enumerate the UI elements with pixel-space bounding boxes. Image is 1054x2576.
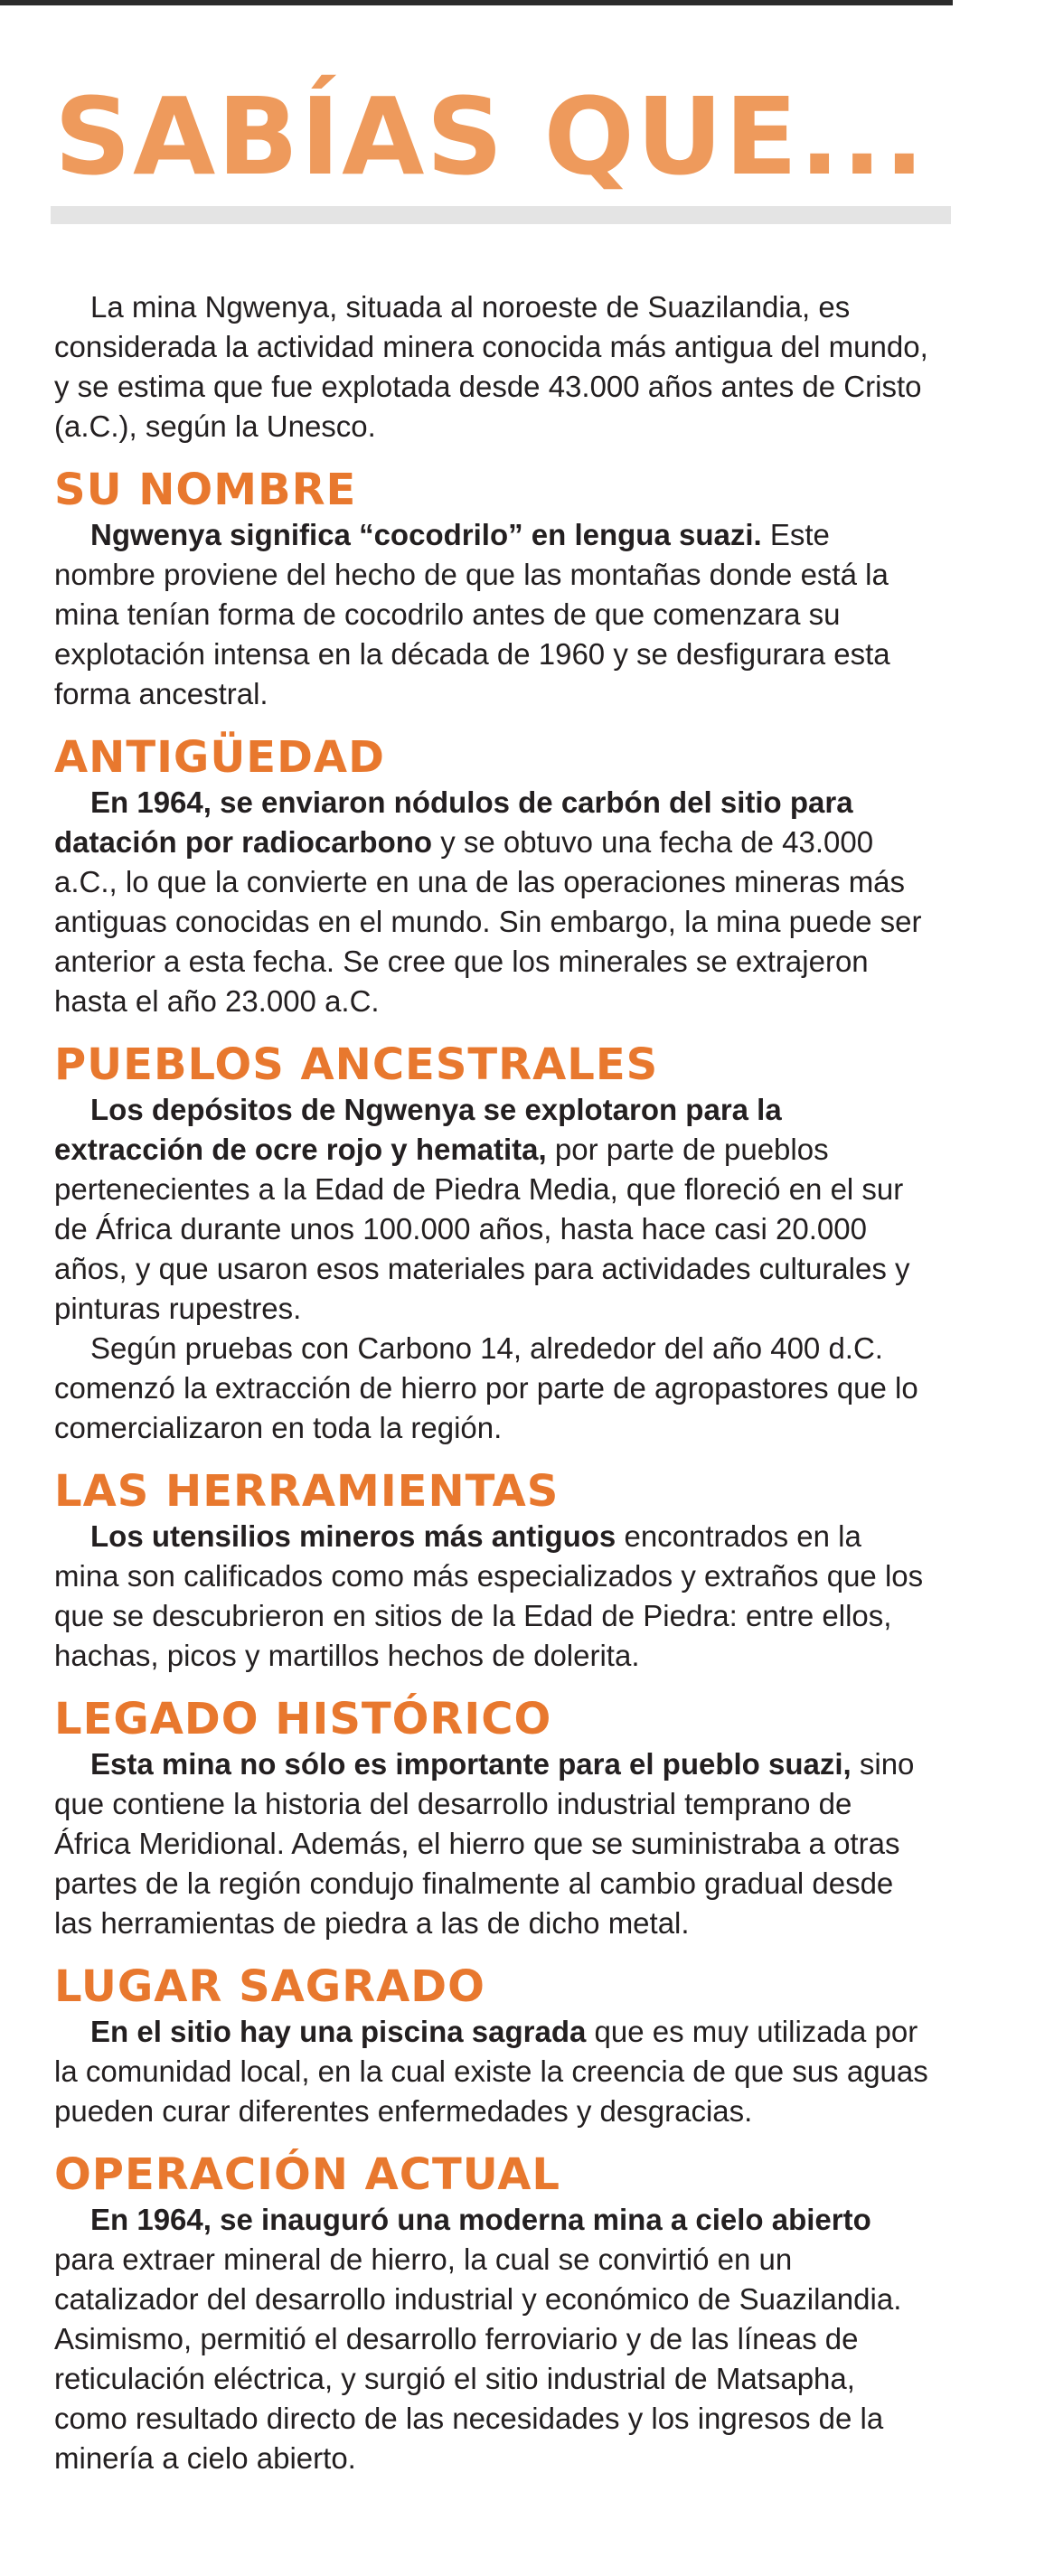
section-las-herramientas bbox=[54, 1466, 931, 1676]
body-text: por parte de pueblos pertenecientes a la Edad de Piedra Media, que floreció en el sur de África durante unos 100.000 años, hasta hace casi 20.000 años, y que usaron esos materiales para actividades culturales y pinturas rupestres. bbox=[54, 1133, 910, 1325]
section-pueblos-ancestrales bbox=[54, 1039, 931, 1448]
section-su-nombre bbox=[54, 465, 931, 714]
section-paragraph bbox=[54, 2200, 931, 2478]
section-paragraph-2: Según pruebas con Carbono 14, alrededor del año 400 d.C. comenzó la extracción de hierro por parte de agropastores que lo comercializaron en toda la región. bbox=[54, 1331, 918, 1444]
lead-text: En 1964, se enviaron nódulos de carbón del sitio para datación por radiocarbono bbox=[54, 785, 853, 859]
lead-text: En el sitio hay una piscina sagrada bbox=[90, 2015, 587, 2048]
section-heading: ANTIGÜEDAD bbox=[54, 732, 385, 783]
top-rule bbox=[0, 0, 953, 5]
article-body bbox=[54, 287, 931, 2478]
section-paragraph bbox=[54, 1090, 931, 1329]
section-paragraph bbox=[54, 1744, 931, 1943]
body-text: para extraer mineral de hierro, la cual se convirtió en un catalizador del desarrollo industrial y económico de Suazilandia. Asimismo, permitió el desarrollo ferroviario y de las líneas de reticulación eléctrica, y surgió el sitio industrial de Matsapha, como resultado directo de las necesidades y los ingresos de la minería a cielo abierto. bbox=[54, 2242, 902, 2475]
lead-text: Los utensilios mineros más antiguos bbox=[90, 1519, 616, 1553]
section-heading: OPERACIÓN ACTUAL bbox=[54, 2149, 561, 2200]
section-heading: LAS HERRAMIENTAS bbox=[54, 1466, 560, 1517]
page-title: SABÍAS QUE... bbox=[54, 74, 927, 199]
lead-text: En 1964, se inauguró una moderna mina a cielo abierto bbox=[90, 2203, 871, 2236]
body-text: sino que contiene la historia del desarrollo industrial temprano de África Meridional. Además, el hierro que se suministraba a otras partes de la región condujo finalmente al cambio gradual desde las herramientas de piedra a las de dicho metal. bbox=[54, 1747, 915, 1940]
lead-text: Ngwenya significa “cocodrilo” en lengua suazi. bbox=[90, 518, 762, 551]
lead-text: Los depósitos de Ngwenya se explotaron para la extracción de ocre rojo y hematita, bbox=[54, 1093, 782, 1166]
section-legado-historico bbox=[54, 1694, 931, 1943]
body-text: encontrados en la mina son calificados como más especializados y extraños que los que se descubrieron en sitios de la Edad de Piedra: entre ellos, hachas, picos y martillos hechos de dolerita. bbox=[54, 1519, 924, 1672]
body-text: y se obtuvo una fecha de 43.000 a.C., lo que la convierte en una de las operaciones mineras más antiguas conocidas en el mundo. Sin embargo, la mina puede ser anterior a esta fecha. Se cree que los minerales se extrajeron hasta el año 23.000 a.C. bbox=[54, 825, 922, 1018]
lead-text: Esta mina no sólo es importante para el pueblo suazi, bbox=[90, 1747, 852, 1781]
section-lugar-sagrado bbox=[54, 1961, 931, 2131]
section-paragraph bbox=[54, 783, 931, 1021]
body-text: Este nombre proviene del hecho de que las montañas donde está la mina tenían forma de cocodrilo antes de que comenzara su explotación intensa en la década de 1960 y se desfigurara esta forma ancestral. bbox=[54, 518, 890, 710]
section-heading: LEGADO HISTÓRICO bbox=[54, 1694, 552, 1744]
section-paragraph bbox=[54, 2012, 931, 2131]
section-antiguedad bbox=[54, 732, 931, 1021]
section-operacion-actual bbox=[54, 2149, 931, 2478]
section-paragraph bbox=[54, 1517, 931, 1676]
intro-paragraph: La mina Ngwenya, situada al noroeste de Suazilandia, es considerada la actividad minera conocida más antigua del mundo, y se estima que fue explotada desde 43.000 años antes de Cristo (a.C.), según la Unesco. bbox=[54, 290, 928, 443]
title-underline bbox=[51, 206, 951, 224]
section-heading: SU NOMBRE bbox=[54, 465, 357, 515]
body-text: que es muy utilizada por la comunidad local, en la cual existe la creencia de que sus aguas pueden curar diferentes enfermedades y desgracias. bbox=[54, 2015, 928, 2128]
section-paragraph bbox=[54, 515, 931, 714]
section-heading: LUGAR SAGRADO bbox=[54, 1961, 485, 2012]
section-heading: PUEBLOS ANCESTRALES bbox=[54, 1039, 659, 1090]
